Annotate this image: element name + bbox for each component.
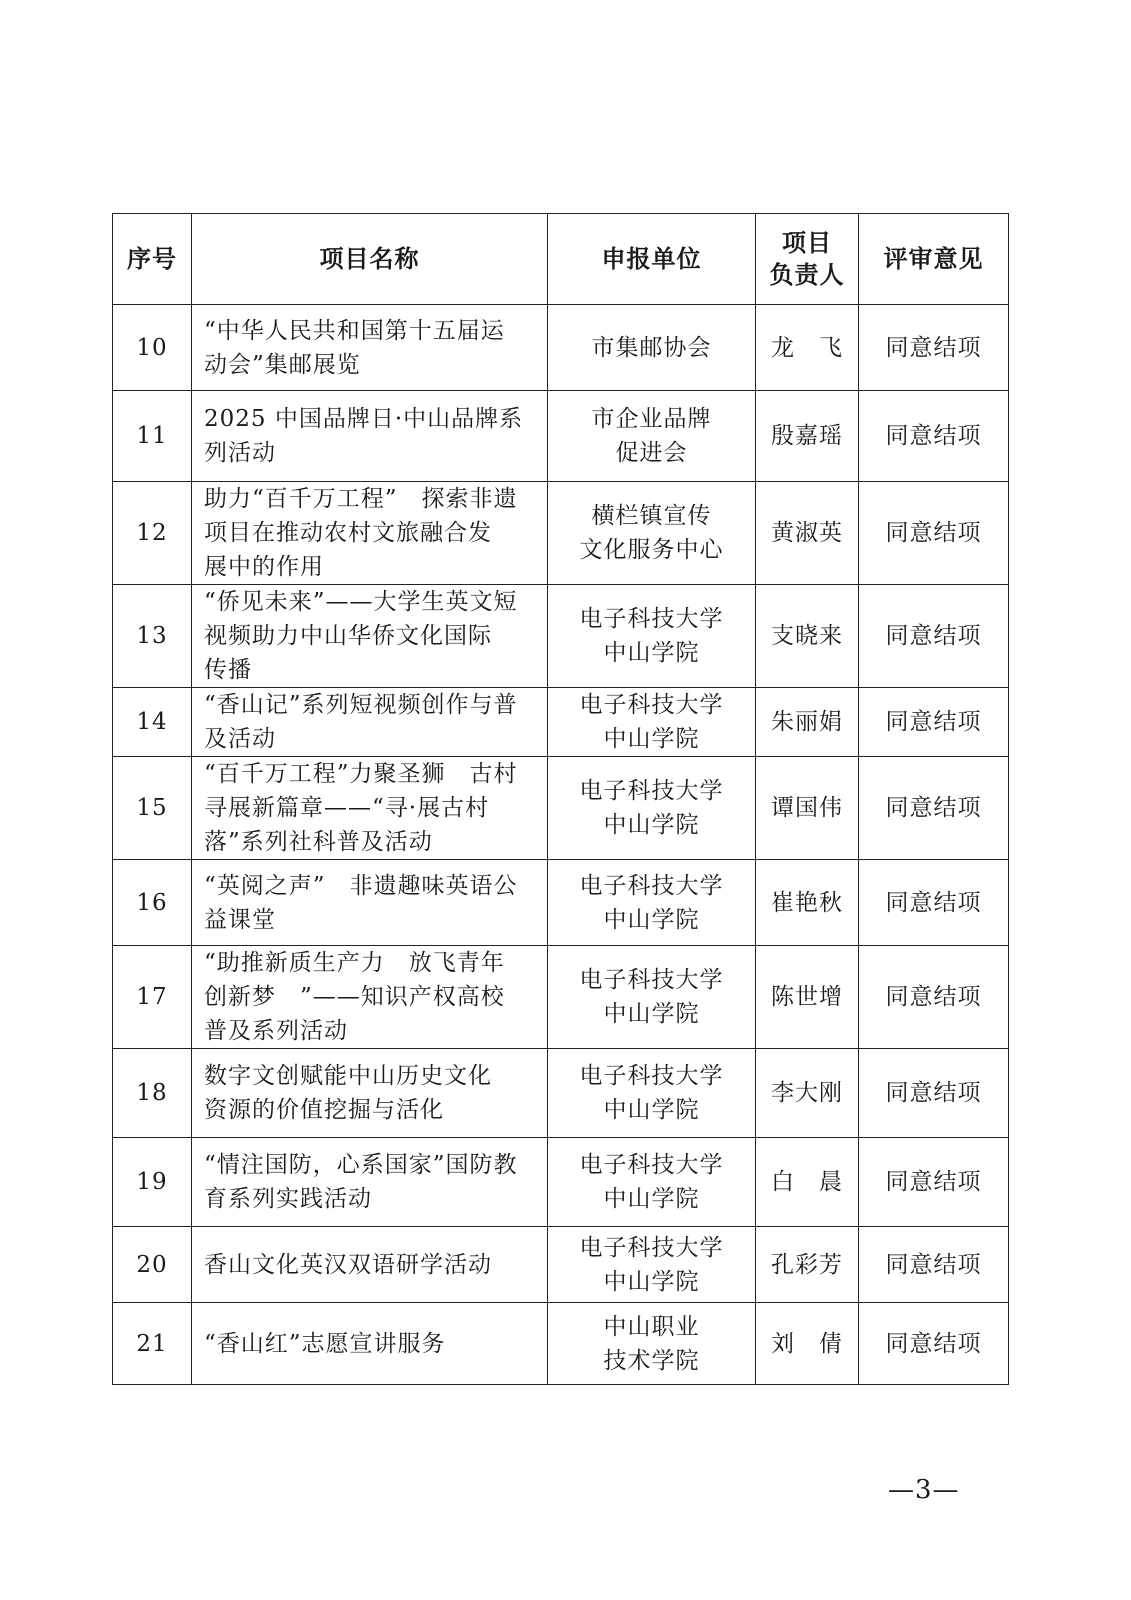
row-index: 14	[113, 688, 192, 757]
row-project-name: “助推新质生产力 放飞青年 创新梦 ”——知识产权高校 普及系列活动	[192, 946, 548, 1049]
row-applicant-unit: 电子科技大学 中山学院	[548, 946, 756, 1049]
row-index: 16	[113, 860, 192, 946]
row-project-lead: 白 晨	[756, 1138, 859, 1227]
table-row	[113, 391, 1009, 482]
row-review-opinion: 同意结项	[859, 757, 1009, 860]
page-number: —3—	[888, 1475, 960, 1505]
row-project-name: 数字文创赋能中山历史文化 资源的价值挖掘与活化	[192, 1049, 548, 1138]
row-applicant-unit: 市集邮协会	[548, 305, 756, 391]
row-project-name: “百千万工程”力聚圣狮 古村 寻展新篇章——“寻·展古村 落”系列社科普及活动	[192, 757, 548, 860]
row-index: 18	[113, 1049, 192, 1138]
row-index: 21	[113, 1303, 192, 1385]
header-name: 项目名称	[192, 214, 548, 305]
row-project-lead: 殷嘉瑶	[756, 391, 859, 482]
row-project-name: “香山记”系列短视频创作与普 及活动	[192, 688, 548, 757]
row-project-lead: 孔彩芳	[756, 1227, 859, 1303]
row-project-lead: 崔艳秋	[756, 860, 859, 946]
row-project-lead: 支晓来	[756, 585, 859, 688]
table-row	[113, 946, 1009, 1049]
row-index: 11	[113, 391, 192, 482]
row-index: 17	[113, 946, 192, 1049]
row-review-opinion: 同意结项	[859, 1138, 1009, 1227]
table-row	[113, 1303, 1009, 1385]
row-applicant-unit: 电子科技大学 中山学院	[548, 688, 756, 757]
row-review-opinion: 同意结项	[859, 946, 1009, 1049]
header-index: 序号	[113, 214, 192, 305]
table-row	[113, 688, 1009, 757]
row-applicant-unit: 电子科技大学 中山学院	[548, 1049, 756, 1138]
row-applicant-unit: 电子科技大学 中山学院	[548, 1138, 756, 1227]
row-project-lead: 陈世增	[756, 946, 859, 1049]
row-project-name: 助力“百千万工程” 探索非遗 项目在推动农村文旅融合发 展中的作用	[192, 482, 548, 585]
row-project-lead: 李大刚	[756, 1049, 859, 1138]
header-lead: 项目 负责人	[756, 214, 859, 305]
row-index: 20	[113, 1227, 192, 1303]
row-review-opinion: 同意结项	[859, 305, 1009, 391]
row-review-opinion: 同意结项	[859, 482, 1009, 585]
row-review-opinion: 同意结项	[859, 1227, 1009, 1303]
table-header-row	[113, 214, 1009, 305]
row-project-name: “侨见未来”——大学生英文短 视频助力中山华侨文化国际 传播	[192, 585, 548, 688]
project-review-table	[112, 213, 1009, 1385]
row-index: 15	[113, 757, 192, 860]
row-project-name: “英阅之声” 非遗趣味英语公 益课堂	[192, 860, 548, 946]
row-project-lead: 朱丽娟	[756, 688, 859, 757]
row-review-opinion: 同意结项	[859, 860, 1009, 946]
header-unit: 申报单位	[548, 214, 756, 305]
row-review-opinion: 同意结项	[859, 688, 1009, 757]
row-applicant-unit: 电子科技大学 中山学院	[548, 757, 756, 860]
row-applicant-unit: 电子科技大学 中山学院	[548, 1227, 756, 1303]
row-project-name: “中华人民共和国第十五届运 动会”集邮展览	[192, 305, 548, 391]
table-row	[113, 757, 1009, 860]
header-opinion: 评审意见	[859, 214, 1009, 305]
row-project-name: “情注国防，心系国家”国防教 育系列实践活动	[192, 1138, 548, 1227]
table-row	[113, 1049, 1009, 1138]
table-row	[113, 585, 1009, 688]
row-review-opinion: 同意结项	[859, 391, 1009, 482]
table-row	[113, 1138, 1009, 1227]
row-applicant-unit: 市企业品牌 促进会	[548, 391, 756, 482]
table-row	[113, 1227, 1009, 1303]
row-project-lead: 刘 倩	[756, 1303, 859, 1385]
row-project-name: “香山红”志愿宣讲服务	[192, 1303, 548, 1385]
row-review-opinion: 同意结项	[859, 1049, 1009, 1138]
row-index: 10	[113, 305, 192, 391]
row-applicant-unit: 中山职业 技术学院	[548, 1303, 756, 1385]
row-project-lead: 谭国伟	[756, 757, 859, 860]
row-index: 12	[113, 482, 192, 585]
row-applicant-unit: 电子科技大学 中山学院	[548, 860, 756, 946]
row-review-opinion: 同意结项	[859, 585, 1009, 688]
row-project-lead: 黄淑英	[756, 482, 859, 585]
table-row	[113, 860, 1009, 946]
table-row	[113, 305, 1009, 391]
row-project-name: 2025 中国品牌日·中山品牌系 列活动	[192, 391, 548, 482]
row-project-lead: 龙 飞	[756, 305, 859, 391]
row-review-opinion: 同意结项	[859, 1303, 1009, 1385]
row-applicant-unit: 电子科技大学 中山学院	[548, 585, 756, 688]
row-index: 19	[113, 1138, 192, 1227]
table-row	[113, 482, 1009, 585]
row-index: 13	[113, 585, 192, 688]
row-project-name: 香山文化英汉双语研学活动	[192, 1227, 548, 1303]
row-applicant-unit: 横栏镇宣传 文化服务中心	[548, 482, 756, 585]
